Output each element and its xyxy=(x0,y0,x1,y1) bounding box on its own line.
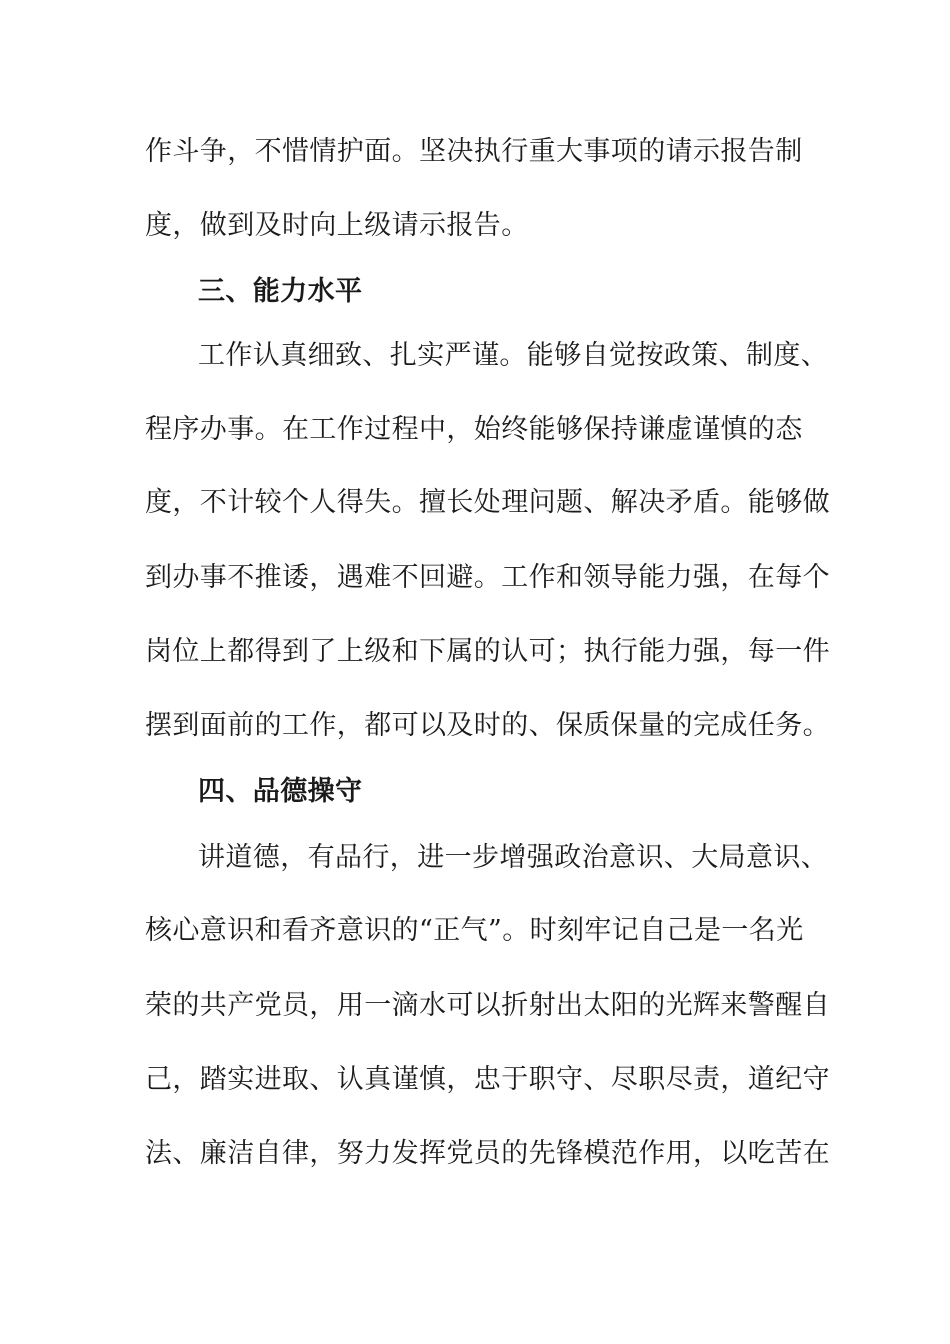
text-line: 作斗争，不惜情护面。坚决执行重大事项的请示报告制 xyxy=(145,136,803,167)
text-line: 法、廉洁自律，努力发挥党员的先锋模范作用，以吃苦在 xyxy=(145,1138,830,1169)
text-line: 程序办事。在工作过程中，始终能够保持谦虚谨慎的态 xyxy=(145,414,803,445)
text-line: 荣的共产党员，用一滴水可以折射出太阳的光辉来警醒自 xyxy=(145,990,830,1021)
text-line: 度，做到及时向上级请示报告。 xyxy=(145,210,529,241)
paragraph-first-line: 讲道德，有品行，进一步增强政治意识、大局意识、 xyxy=(198,842,829,873)
text-line: 己，踏实进取、认真谨慎，忠于职守、尽职尽责，道纪守 xyxy=(145,1064,830,1095)
text-line: 摆到面前的工作，都可以及时的、保质保量的完成任务。 xyxy=(145,710,830,741)
section-heading-ability: 三、能力水平 xyxy=(198,276,363,307)
paragraph-first-line: 工作认真细致、扎实严谨。能够自觉按政策、制度、 xyxy=(198,340,829,371)
section-heading-character: 四、品德操守 xyxy=(198,776,363,807)
text-line: 岗位上都得到了上级和下属的认可；执行能力强，每一件 xyxy=(145,636,830,667)
text-line: 到办事不推诿，遇难不回避。工作和领导能力强，在每个 xyxy=(145,562,830,593)
text-line: 核心意识和看齐意识的“正气”。时刻牢记自己是一名光 xyxy=(145,915,804,946)
text-line: 度，不计较个人得失。擅长处理问题、解决矛盾。能够做 xyxy=(145,487,830,518)
